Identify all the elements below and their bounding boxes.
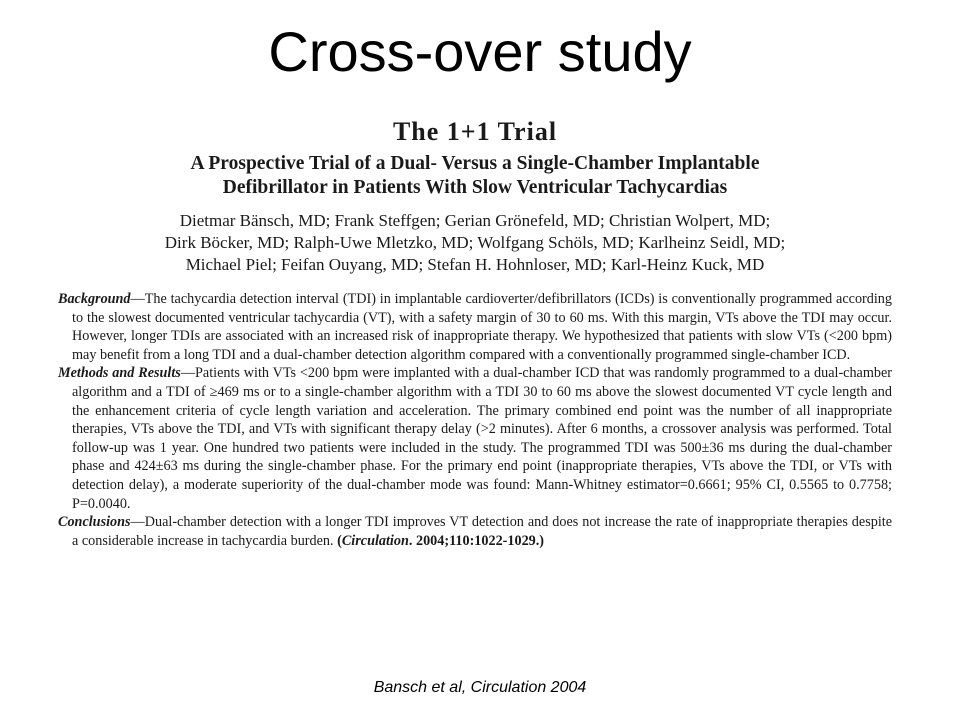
- author-line: Dirk Böcker, MD; Ralph-Uwe Mletzko, MD; Wolfgang Schöls, MD; Karlheinz Seidl, MD;: [164, 233, 786, 252]
- abstract-background: [58, 290, 892, 364]
- author-line: Michael Piel; Feifan Ouyang, MD; Stefan H. Hohnloser, MD; Karl-Heinz Kuck, MD: [185, 255, 765, 274]
- paper-title: The 1+1 Trial: [392, 117, 558, 146]
- paper-subtitle-line: A Prospective Trial of a Dual- Versus a Single-Chamber Implantable: [190, 153, 760, 174]
- abstract-background-heading: Background: [58, 291, 131, 307]
- citation-open: (: [337, 532, 342, 549]
- author-line: Dietmar Bänsch, MD; Frank Steffgen; Gerian Grönefeld, MD; Christian Wolpert, MD;: [179, 211, 771, 230]
- abstract-methods-heading: Methods and Results: [58, 365, 181, 382]
- abstract-citation: [337, 533, 544, 549]
- paper-subtitle-line: Defibrillator in Patients With Slow Ventricular Tachycardias: [222, 177, 728, 198]
- paper-excerpt: [58, 116, 892, 550]
- citation-rest: . 2004;110:1022-1029.): [408, 532, 545, 549]
- slide-caption: Bansch et al, Circulation 2004: [373, 679, 587, 696]
- abstract-methods-text: —Patients with VTs <200 bpm were implanted with a dual-chamber ICD that was randomly programmed to a dual-chamber algorithm and a TDI of ≥469 ms or to a single-chamber algorithm with a TDI 30 to 60 ms above the slowest documented VT cycle length and the enhancement criteria of cycle length variation and acceleration. The primary combined end point was the number of all inappropriate therapies, VTs above the TDI, and VTs with significant therapy delay (>2 minutes). After 6 months, a crossover analysis was performed. Total follow-up was 1 year. One hundred two patients were included in the study. The programmed TDI was 500±36 ms during the dual-chamber phase and 424±63 ms during the single-chamber phase. For the primary end point (inappropriate therapies, VTs above the TDI, or VTs with detection delay), a moderate superiority of the dual-chamber mode was found: Mann-Whitney estimator=0.6661; 95% CI, 0.5565 to 0.7758; P=0.0040.: [72, 365, 893, 512]
- paper-authors: [58, 210, 892, 276]
- abstract-methods: [58, 364, 892, 513]
- abstract-background-text: —The tachycardia detection interval (TDI) in implantable cardioverter/defibrillators (ICDs) is conventionally programmed according to the slowest documented ventricular tachycardia (VT), with a safety margin of 30 to 60 ms. With this margin, VTs above the TDI may occur. However, longer TDIs are associated with an increased risk of inappropriate therapy. We hypothesized that patients with slow VTs (<200 bpm) may benefit from a long TDI and a dual-chamber detection algorithm compared with a conventionally programmed single-chamber ICD.: [72, 291, 892, 363]
- abstract-conclusions: [58, 513, 892, 550]
- paper-subtitle: [58, 152, 892, 200]
- abstract-conclusions-heading: Conclusions: [58, 514, 131, 531]
- citation-journal: Circulation: [341, 532, 409, 549]
- abstract-conclusions-text: —Dual-chamber detection with a longer TDI improves VT detection and does not increase the rate of inappropriate therapies despite a considerable increase in tachycardia burden.: [72, 514, 892, 549]
- slide-title: Cross-over study: [268, 20, 692, 83]
- abstract: [58, 290, 892, 550]
